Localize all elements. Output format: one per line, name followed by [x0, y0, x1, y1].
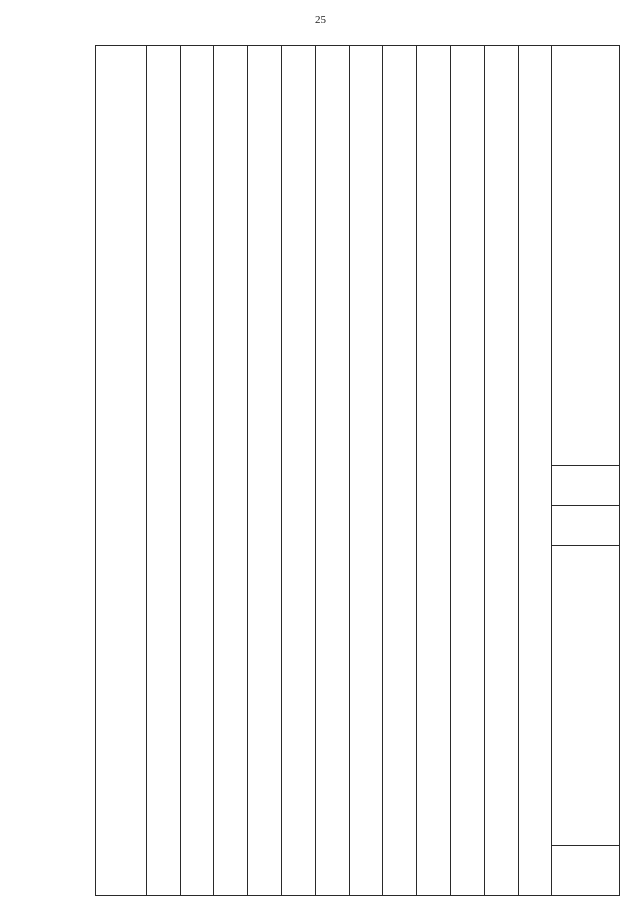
program-table [95, 45, 620, 896]
header-cell [552, 846, 620, 896]
table-cell [315, 46, 349, 896]
table-cell [417, 46, 451, 896]
table-cell [349, 46, 383, 896]
table-cell [484, 46, 518, 896]
table-cell [214, 46, 248, 896]
table-row [349, 46, 383, 896]
header-cell [552, 46, 620, 466]
header-cell [552, 546, 620, 846]
table-row [518, 46, 552, 896]
table-row [315, 46, 349, 896]
table-cell [146, 46, 180, 896]
header-cell [552, 466, 620, 506]
table-row [96, 46, 147, 896]
table-row [248, 46, 282, 896]
table-row [146, 46, 180, 896]
table-body [96, 46, 620, 896]
table-row [552, 46, 620, 896]
program-table-wrapper [95, 45, 620, 895]
table-row [282, 46, 316, 896]
table-row [417, 46, 451, 896]
table-row [451, 46, 485, 896]
table-cell [282, 46, 316, 896]
table-cell [96, 46, 147, 896]
table-cell [518, 46, 552, 896]
table-row [180, 46, 214, 896]
table-cell [180, 46, 214, 896]
header-cell [552, 506, 620, 546]
page-number: 25 [315, 14, 326, 26]
table-row [383, 46, 417, 896]
table-row [484, 46, 518, 896]
table-row [214, 46, 248, 896]
table-cell [451, 46, 485, 896]
table-cell [248, 46, 282, 896]
table-cell [383, 46, 417, 896]
